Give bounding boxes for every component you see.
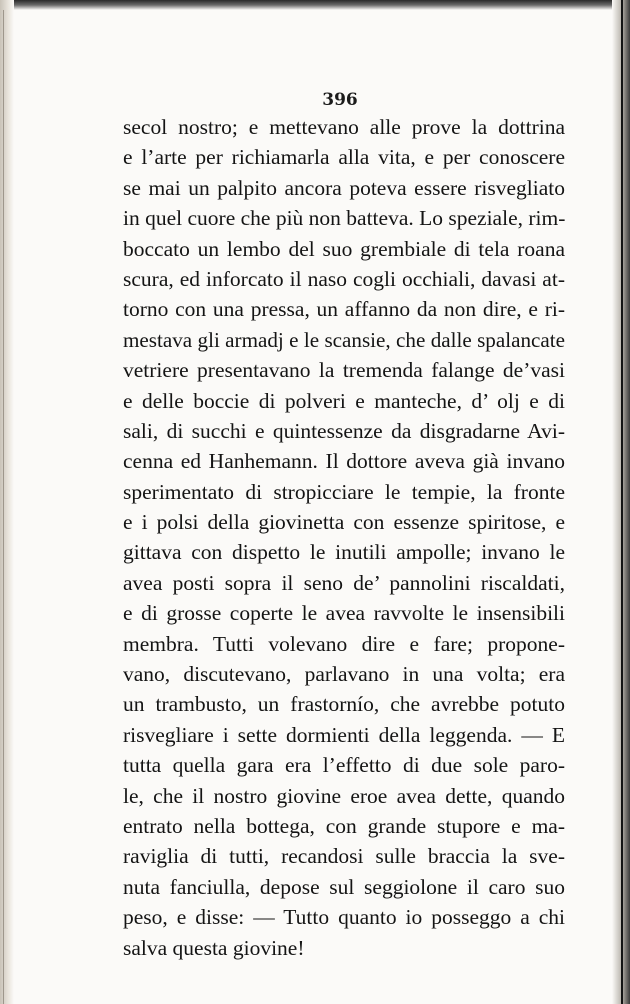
body-text bbox=[123, 112, 565, 963]
text-line: un trambusto, un frastornío, che avrebbe potuto bbox=[123, 692, 565, 717]
text-line: cenna ed Hanhemann. Il dottore aveva già invano bbox=[123, 449, 565, 474]
text-line: tutta quella gara era l’effetto di due sole paro- bbox=[123, 753, 565, 778]
scan-top-shadow bbox=[0, 0, 630, 10]
text-line: gittava con dispetto le inutili ampolle; invano le bbox=[123, 540, 565, 565]
text-line: risvegliare i sette dormienti della leggenda. — E bbox=[123, 722, 565, 747]
text-line: sali, di succhi e quintessenze da disgradarne Avi- bbox=[123, 418, 565, 443]
text-line: peso, e disse: — Tutto quanto io posseggo a chi bbox=[123, 905, 565, 930]
text-line: scura, ed inforcato il naso cogli occhiali, davasi at- bbox=[123, 266, 565, 291]
text-line: raviglia di tutti, recandosi sulle braccia la sve- bbox=[123, 844, 565, 869]
text-line: le, che il nostro giovine eroe avea dette, quando bbox=[123, 783, 565, 808]
text-line: membra. Tutti volevano dire e fare; propone- bbox=[123, 631, 565, 656]
text-line: entrato nella bottega, con grande stupore e ma- bbox=[123, 813, 565, 838]
text-line: vetriere presentavano la tremenda falange de’vasi bbox=[123, 358, 565, 383]
text-line: avea posti sopra il seno de’ pannolini riscaldati, bbox=[123, 570, 565, 595]
page-number: 396 bbox=[322, 90, 358, 110]
text-line: sperimentato di stropicciare le tempie, la fronte bbox=[123, 479, 565, 504]
text-line: e di grosse coperte le avea ravvolte le insensibili bbox=[123, 601, 565, 626]
text-line: e i polsi della giovinetta con essenze spiritose, e bbox=[123, 510, 565, 535]
text-line: e delle boccie di polveri e manteche, d’ olj e di bbox=[123, 388, 565, 413]
text-line: vano, discutevano, parlavano in una volta; era bbox=[123, 662, 565, 687]
text-line: torno con una pressa, un affanno da non dire, e ri- bbox=[123, 297, 565, 322]
text-line: mestava gli armadj e le scansie, che dalle spalancate bbox=[123, 327, 565, 352]
page-left-edge-line bbox=[3, 10, 4, 1004]
text-line: salva questa giovine! bbox=[123, 935, 305, 960]
text-line: se mai un palpito ancora poteva essere risvegliato bbox=[123, 175, 565, 200]
text-line: in quel cuore che più non batteva. Lo speziale, rim- bbox=[123, 206, 566, 231]
text-line: nuta fanciulla, depose sul seggiolone il caro suo bbox=[123, 874, 565, 899]
page-right-edge-line bbox=[621, 0, 623, 1004]
text-line: secol nostro; e mettevano alle prove la dottrina bbox=[123, 115, 565, 139]
text-line: boccato un lembo del suo grembiale di tela roana bbox=[123, 236, 565, 261]
text-line: e l’arte per richiamarla alla vita, e per conoscere bbox=[123, 145, 565, 170]
